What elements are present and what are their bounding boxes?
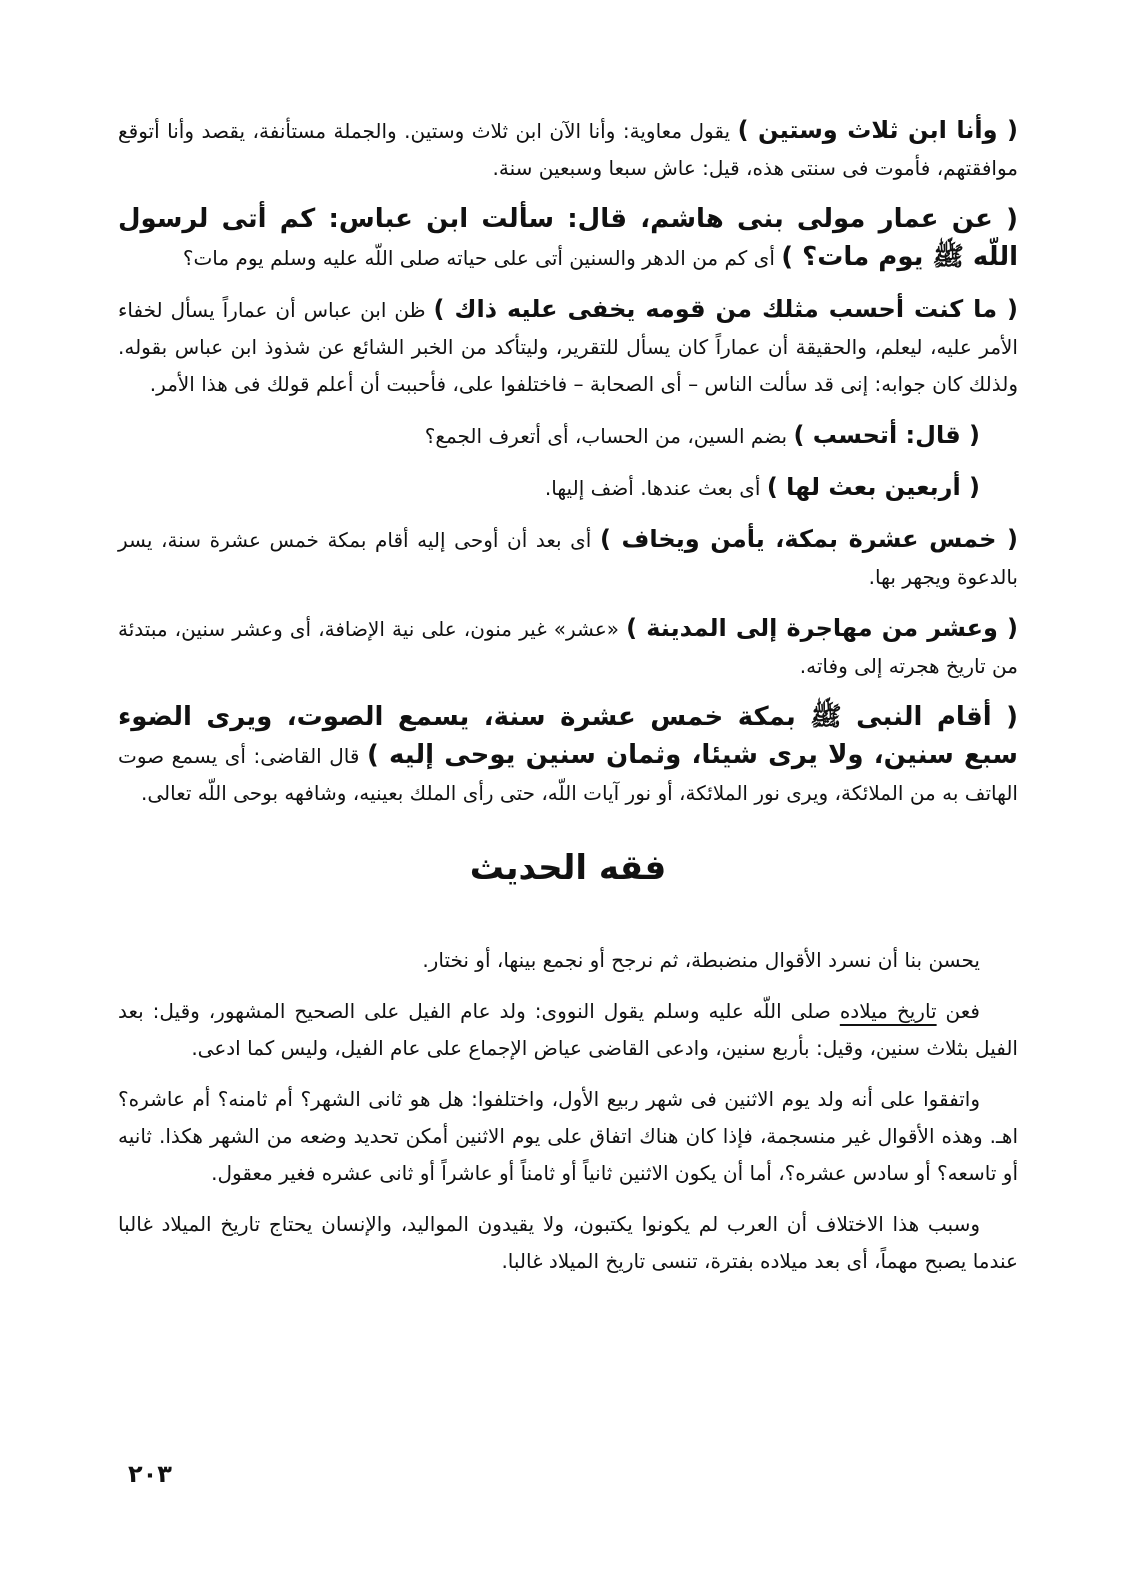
commentary-text: أى بعث عندها. أضف إليها.	[544, 476, 767, 500]
paragraph-9: يحسن بنا أن نسرد الأقوال منضبطة، ثم نرجح أو نجمع بينها، أو نختار.	[422, 948, 980, 972]
paragraph-12: وسبب هذا الاختلاف أن العرب لم يكونوا يكتبون، ولا يقيدون المواليد، والإنسان يحتاج تاريخ الميلاد غالبا عندما يصبح مهماً، أى بعد ميلاده بفترة، تنسى تاريخ الميلاد غالبا.	[118, 1212, 1018, 1273]
paragraph-6	[118, 521, 1018, 596]
paragraph-11: واتفقوا على أنه ولد يوم الاثنين فى شهر ربيع الأول، واختلفوا: هل هو ثانى الشهر؟ أم ثامنه؟ أم عاشره؟ اهـ. وهذه الأقوال غير منسجمة، فإذا كان هناك اتفاق على يوم الاثنين أمكن تحديد وضعه من الشهر هكذا. ثانيه أو تاسعه؟ أو سادس عشره؟، أما أن يكون الاثنين ثانياً أو ثامناً أو عاشراً أو ثانى عشره فغير معقول.	[118, 1087, 1018, 1185]
paragraph-10-start: فعن	[936, 999, 980, 1023]
commentary-text: أى بعد أن أوحى إليه أقام بمكة خمس عشرة سنة، يسر بالدعوة ويجهر بها.	[118, 528, 1018, 589]
commentary-text: بضم السين، من الحساب، أى أتعرف الجمع؟	[424, 424, 794, 448]
paragraph-10-rest: صلى اللّه عليه وسلم يقول النووى: ولد عام الفيل على الصحيح المشهور، وقيل: بعد الفيل بثلاث سنين، وقيل: بأربع سنين، وادعى القاضى عياض الإجماع على عام الفيل، وليس كما ادعى.	[118, 999, 1018, 1060]
commentary-text: قال القاضى: أى يسمع صوت الهاتف به من الملائكة، ويرى نور الملائكة، أو نور آيات اللّه، حتى رأى الملك بعينيه، وشافهه بوحى اللّه تعالى.	[118, 744, 1018, 805]
hadith-phrase: ( قال: أتحسب )	[793, 421, 980, 449]
hadith-phrase: ( أربعين بعث لها )	[766, 473, 980, 501]
paragraph-3	[118, 291, 1018, 403]
commentary-text: أى كم من الدهر والسنين أتى على حياته صلى اللّه عليه وسلم يوم مات؟	[182, 246, 782, 270]
paragraph-1	[118, 112, 1018, 187]
paragraph-5	[118, 469, 1018, 507]
paragraph-8	[118, 699, 1018, 812]
hadith-phrase: ( عن عمار مولى بنى هاشم، قال: سألت ابن عباس: كم أتى لرسول اللّه ﷺ يوم مات؟ )	[118, 204, 1018, 272]
hadith-phrase: ( ما كنت أحسب مثلك من قومه يخفى عليه ذاك )	[433, 295, 1018, 323]
commentary-text: ظن ابن عباس أن عماراً يسأل لخفاء الأمر عليه، ليعلم، والحقيقة أن عماراً كان يسأل للتقرير، وليتأكد من الخبر الشائع عن شذوذ ابن عباس بقوله. ولذلك كان جوابه: إنى قد سألت الناس – أى الصحابة – فاختلفوا على، فأحببت أن أعلم قولك فى هذا الأمر.	[118, 298, 1018, 396]
commentary-text: يقول معاوية: وأنا الآن ابن ثلاث وستين. والجملة مستأنفة، يقصد وأنا أتوقع موافقتهم، فأموت فى سنتى هذه، قيل: عاش سبعا وسبعين سنة.	[118, 119, 1018, 180]
paragraph-10	[118, 993, 1018, 1067]
page-content	[118, 112, 1018, 1294]
commentary-text: «عشر» غير منون، على نية الإضافة، أى وعشر سنين، مبتدئة من تاريخ هجرته إلى وفاته.	[118, 617, 1018, 678]
paragraph-4	[118, 417, 1018, 455]
paragraph-2	[118, 201, 1018, 277]
hadith-phrase: ( وعشر من مهاجرة إلى المدينة )	[626, 614, 1019, 642]
hadith-phrase: ( أقام النبى ﷺ بمكة خمس عشرة سنة، يسمع الصوت، ويرى الضوء سبع سنين، ولا يرى شيئا، وثمان سنين يوحى إليه )	[118, 702, 1018, 770]
paragraph-7	[118, 610, 1018, 685]
underlined-phrase: تاريخ ميلاده	[839, 999, 937, 1023]
section-title: فقه الحديث	[469, 848, 667, 888]
hadith-phrase: ( خمس عشرة بمكة، يأمن ويخاف )	[599, 525, 1019, 553]
hadith-phrase: ( وأنا ابن ثلاث وستين )	[737, 116, 1019, 144]
page-number: ٢٠٣	[128, 1460, 172, 1488]
